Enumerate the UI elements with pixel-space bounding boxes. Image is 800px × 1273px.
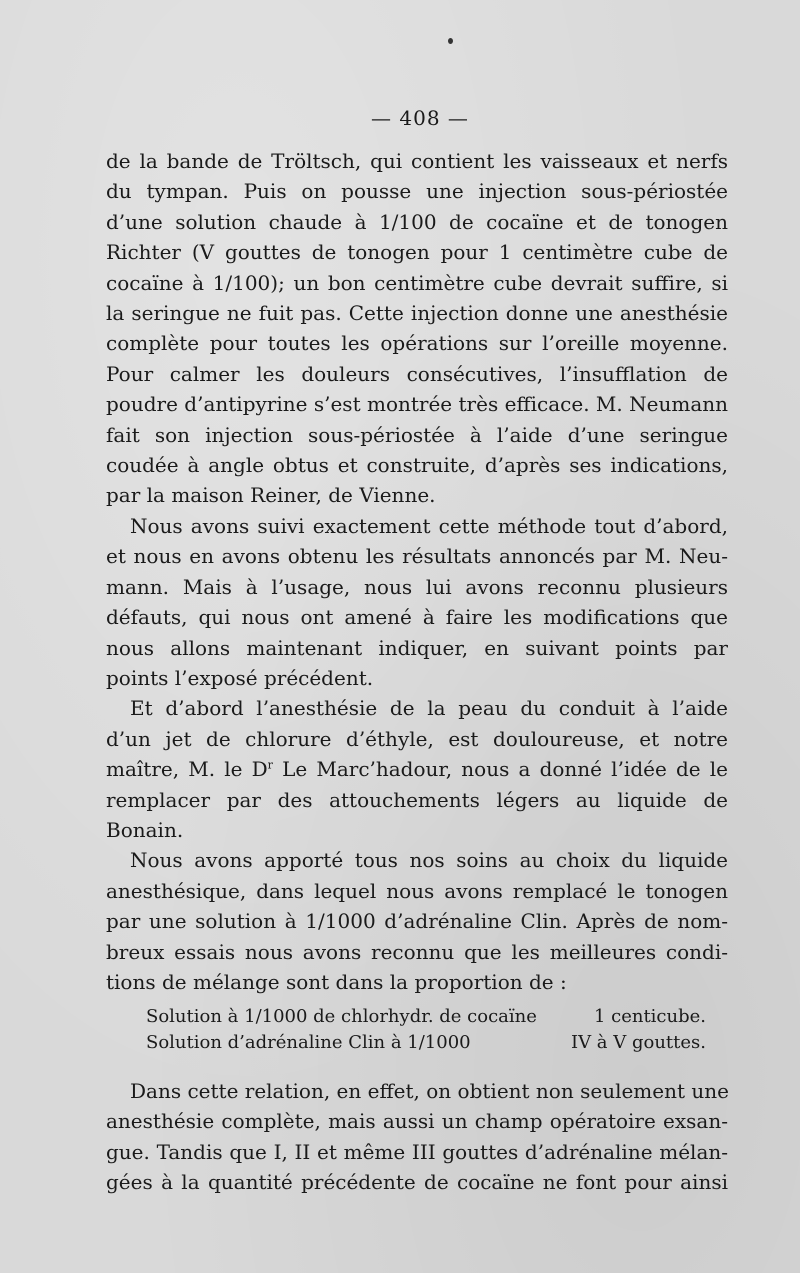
text-line: mann. Mais à l’usage, nous lui avons reconnu plusieurs [106, 574, 728, 599]
text-line: gées à la quantité précédente de cocaïne ne font pour ainsi [106, 1170, 728, 1195]
text-line: Richter (V gouttes de tonogen pour 1 centimètre cube de [106, 240, 728, 265]
body-text-bottom [106, 1076, 728, 1198]
text-line: Pour calmer les douleurs consécutives, l’insufflation de [106, 361, 728, 386]
text-line: nous allons maintenant indiquer, en suivant points par [106, 635, 728, 660]
text-line: par la maison Reiner, de Vienne. [106, 483, 436, 508]
text-line: d’un jet de chlorure d’éthyle, est douloureuse, et notre [106, 726, 728, 751]
text-line: du tympan. Puis on pousse une injection sous-périostée [106, 179, 728, 204]
text-line: Dans cette relation, en effet, on obtient non seulement une [130, 1079, 729, 1103]
text-line: complète pour toutes les opérations sur l’oreille moyenne. [106, 331, 728, 356]
text-line: Et d’abord l’anesthésie de la peau du conduit à l’aide [130, 696, 728, 721]
paragraph-4 [106, 845, 728, 997]
text-line: remplacer par des attouchements légers au liquide de [106, 787, 728, 812]
formula-quantity: IV à V gouttes. [570, 1032, 706, 1053]
text-line: coudée à angle obtus et construite, d’après ses indications, [106, 453, 728, 478]
text-line: cocaïne à 1/100); un bon centimètre cube devrait suffire, si [106, 270, 728, 295]
ink-speck [448, 38, 453, 44]
text-line: anesthésie complète, mais aussi un champ opératoire exsan- [106, 1109, 728, 1134]
formula-ingredient: Solution d’adrénaline Clin à 1/1000 [146, 1032, 471, 1053]
page-number: — 408 — [371, 106, 469, 130]
text-line: Nous avons apporté tous nos soins au choix du liquide [130, 848, 728, 873]
formula-block [146, 1004, 706, 1056]
formula-ingredient: Solution à 1/1000 de chlorhydr. de cocaïne [146, 1006, 537, 1027]
text-line: Bonain. [106, 817, 184, 842]
text-line: points l’exposé précédent. [106, 665, 374, 690]
text-fragment: maître, M. le D [106, 757, 268, 782]
text-line: breux essais nous avons reconnu que les meilleures condi- [106, 939, 728, 964]
text-line: de la bande de Tröltsch, qui contient les vaisseaux et nerfs [106, 149, 728, 173]
text-line: gue. Tandis que I, II et même III gouttes d’adrénaline mélan- [106, 1139, 728, 1164]
paragraph-2 [106, 511, 728, 693]
text-line: la seringue ne fuit pas. Cette injection donne une anesthésie [106, 301, 728, 326]
formula-quantity: 1 centicube. [593, 1006, 706, 1027]
text-line: tions de mélange sont dans la proportion de : [106, 969, 567, 994]
text-fragment: Le Marc’hadour, nous a donné l’idée de le [272, 757, 728, 782]
text-line: fait son injection sous-périostée à l’aide d’une seringue [106, 422, 728, 447]
paragraph-5 [106, 1076, 728, 1198]
formula-row [146, 1004, 706, 1030]
paragraph-3 [106, 693, 728, 845]
text-line: défauts, qui nous ont amené à faire les modifications que [106, 605, 728, 630]
formula-row [146, 1030, 706, 1056]
text-line: d’une solution chaude à 1/100 de cocaïne et de tonogen [106, 209, 728, 234]
text-line: par une solution à 1/1000 d’adrénaline Clin. Après de nom- [106, 909, 728, 934]
text-line: anesthésique, dans lequel nous avons remplacé le tonogen [106, 878, 728, 903]
text-line [106, 754, 728, 784]
paragraph-1 [106, 146, 728, 511]
body-text-top [106, 146, 728, 997]
text-line: Nous avons suivi exactement cette méthode tout d’abord, [130, 513, 728, 538]
superscript: r [267, 758, 273, 772]
text-line: poudre d’antipyrine s’est montrée très efficace. M. Neumann [106, 392, 728, 417]
text-line: et nous en avons obtenu les résultats annoncés par M. Neu- [106, 544, 728, 569]
